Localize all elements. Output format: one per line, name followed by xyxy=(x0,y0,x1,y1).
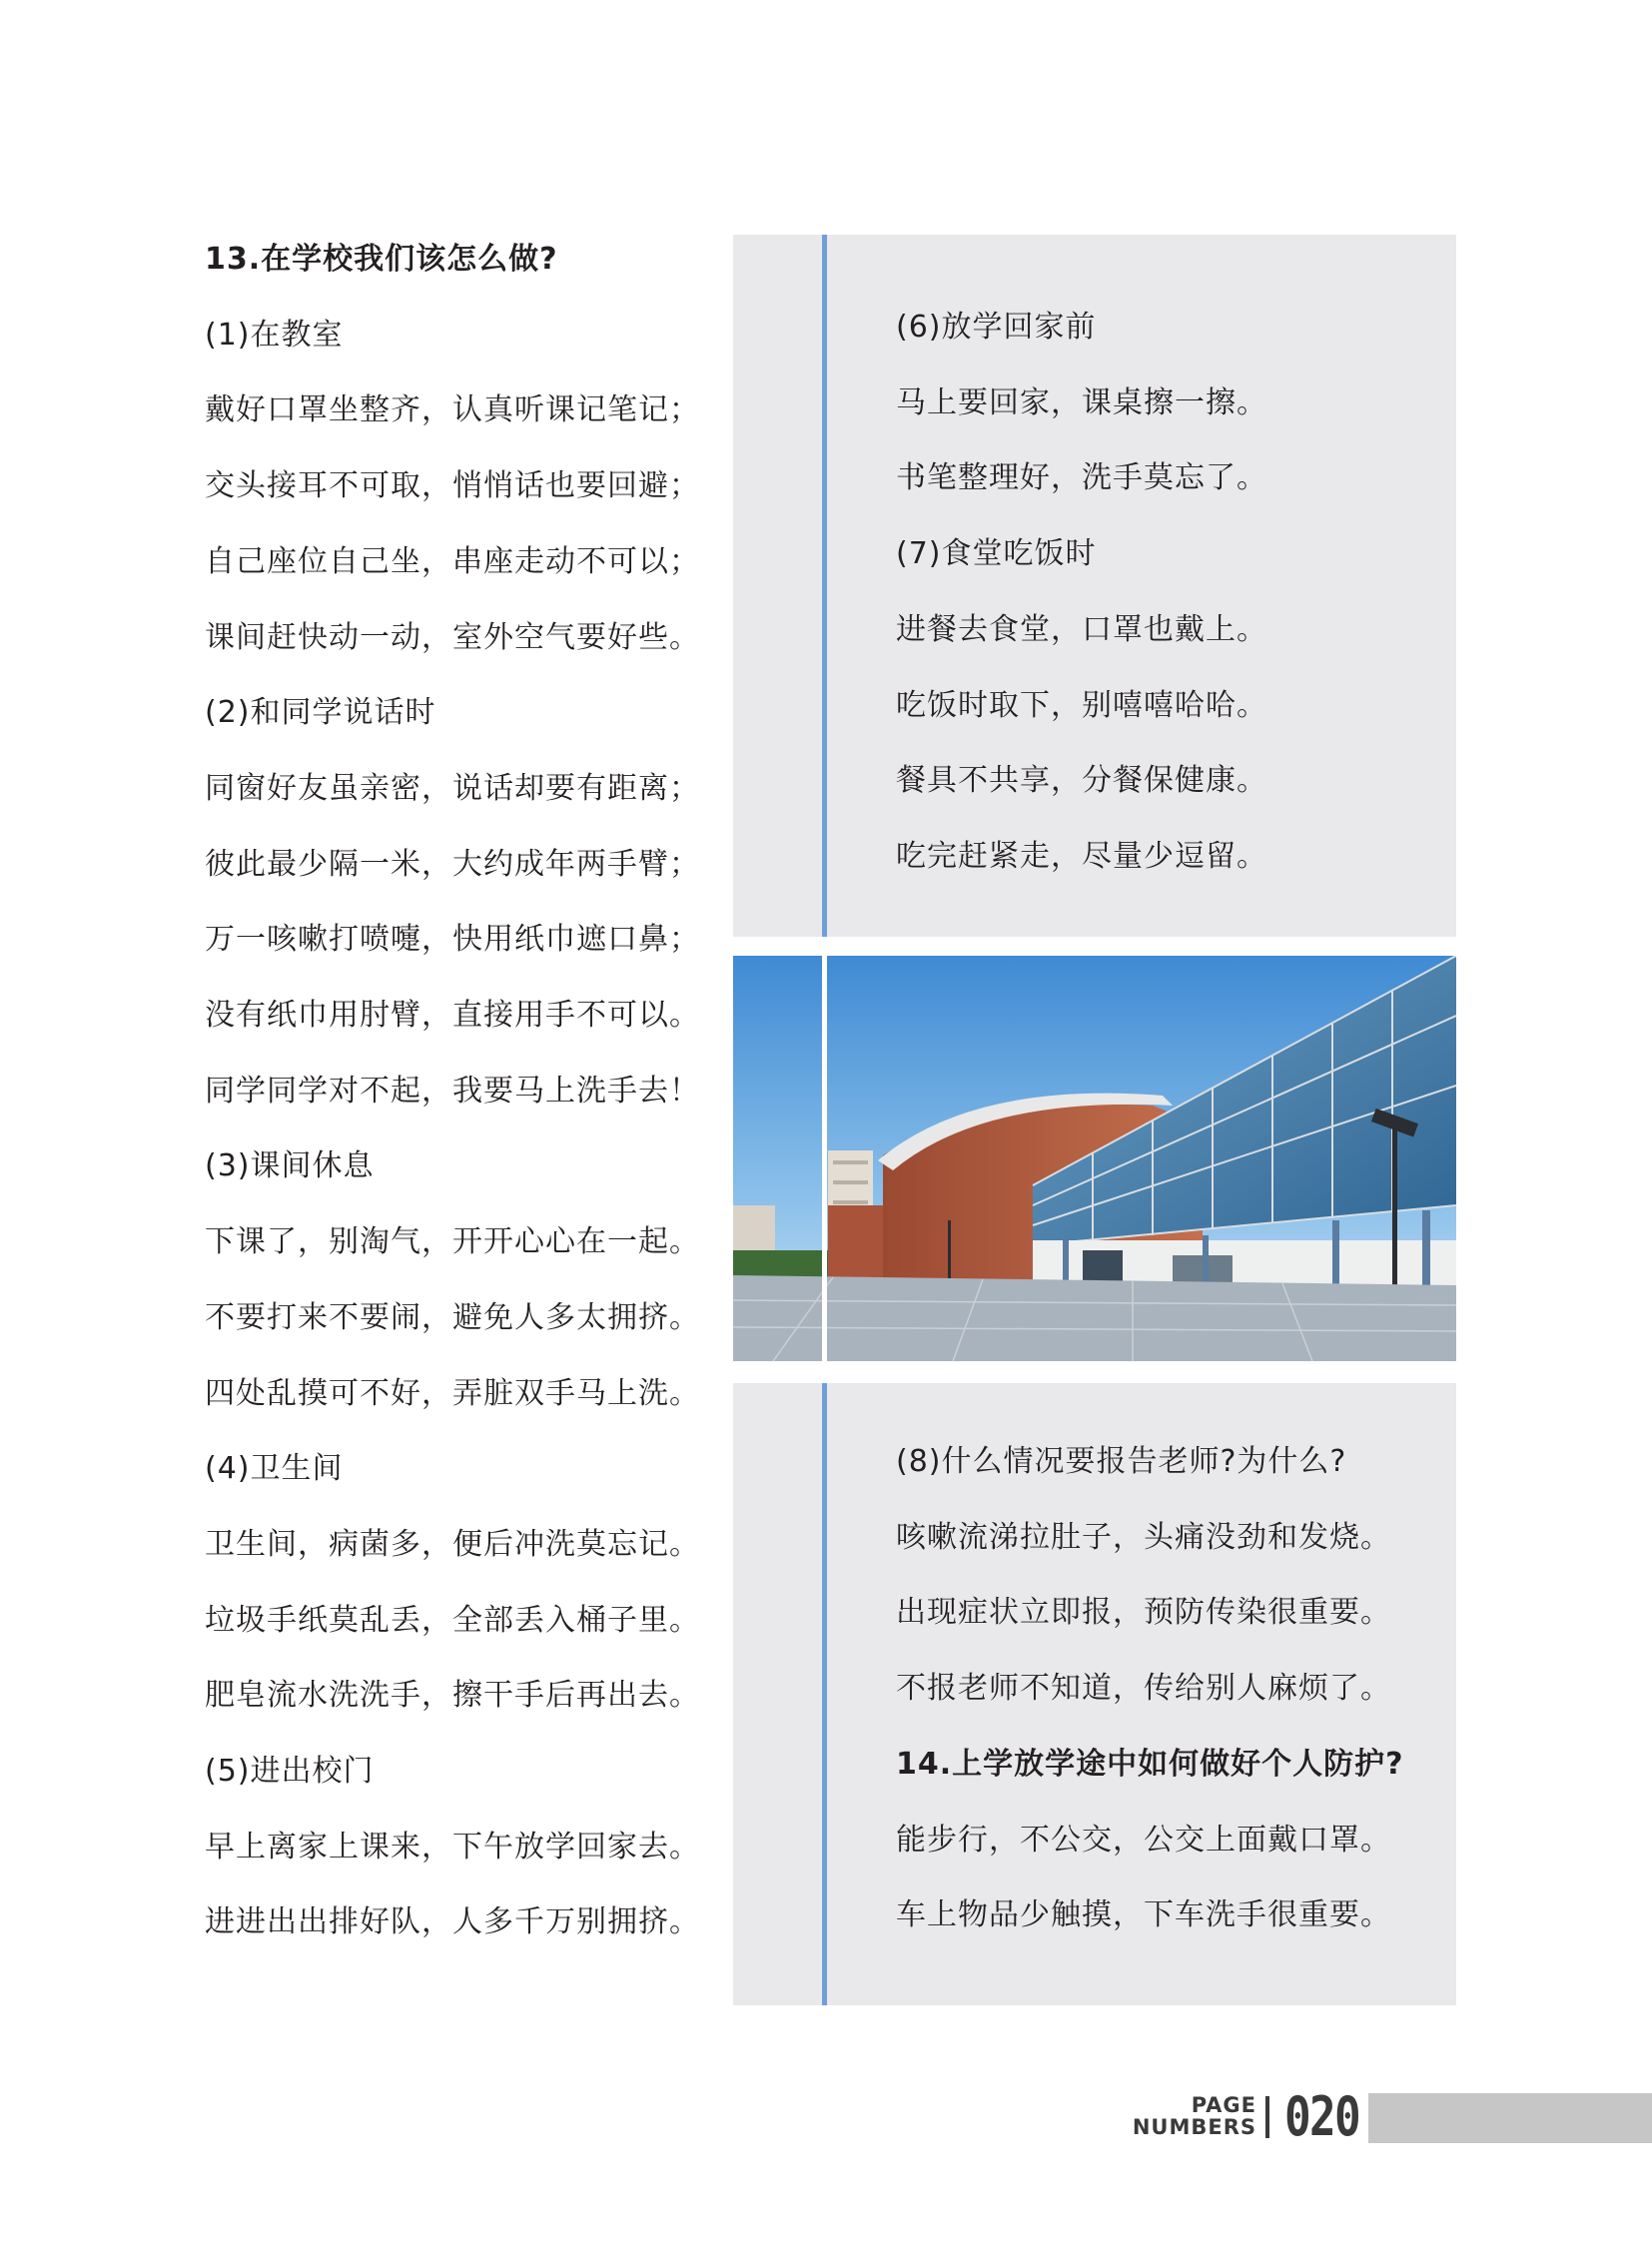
section-heading: 13.在学校我们该怎么做? xyxy=(205,242,558,277)
text-line: (5)进出校门 xyxy=(205,1754,375,1789)
page-number: 020 xyxy=(1284,2085,1360,2148)
text-line: 吃饭时取下，别嘻嘻哈哈。 xyxy=(896,687,1267,723)
text-line: (7)食堂吃饭时 xyxy=(896,536,1097,572)
text-line: 能步行，不公交，公交上面戴口罩。 xyxy=(896,1822,1391,1858)
text-line: (6)放学回家前 xyxy=(896,310,1097,345)
text-line: 咳嗽流涕拉肚子，头痛没劲和发烧。 xyxy=(896,1519,1391,1555)
text-line: 肥皂流水洗洗手，擦干手后再出去。 xyxy=(205,1678,700,1714)
text-line: (1)在教室 xyxy=(205,317,344,353)
text-line: (4)卫生间 xyxy=(205,1451,344,1487)
text-line: 餐具不共享，分餐保健康。 xyxy=(896,763,1267,799)
text-line: 戴好口罩坐整齐，认真听课记笔记； xyxy=(205,392,700,428)
top-panel-accent-bar xyxy=(822,235,827,937)
campus-building-photo xyxy=(733,956,1456,1361)
text-line: (8)什么情况要报告老师?为什么? xyxy=(896,1444,1347,1479)
text-line: 同窗好友虽亲密，说话却要有距离； xyxy=(205,770,700,806)
page-label-line1: PAGE xyxy=(1191,2093,1256,2117)
bottom-panel-accent-bar xyxy=(822,1383,827,2005)
text-line: 彼此最少隔一米，大约成年两手臂； xyxy=(205,846,700,882)
footer-separator xyxy=(1265,2096,1269,2138)
text-line: 四处乱摸可不好，弄脏双手马上洗。 xyxy=(205,1375,700,1411)
text-line: 自己座位自己坐，串座走动不可以； xyxy=(205,543,700,579)
page-label-line2: NUMBERS xyxy=(1132,2115,1256,2139)
text-line: 不报老师不知道，传给别人麻烦了。 xyxy=(896,1671,1391,1707)
text-line: (2)和同学说话时 xyxy=(205,695,436,731)
text-line: 书笔整理好，洗手莫忘了。 xyxy=(896,460,1267,496)
text-line: 万一咳嗽打喷嚏，快用纸巾遮口鼻； xyxy=(205,922,700,958)
text-line: 进进出出排好队，人多千万别拥挤。 xyxy=(205,1904,700,1940)
text-line: (3)课间休息 xyxy=(205,1148,375,1184)
text-line: 没有纸巾用肘臂，直接用手不可以。 xyxy=(205,998,700,1033)
text-line: 吃完赶紧走，尽量少逗留。 xyxy=(896,838,1267,874)
section-heading: 14.上学放学途中如何做好个人防护? xyxy=(896,1746,1404,1782)
text-line: 卫生间，病菌多，便后冲洗莫忘记。 xyxy=(205,1526,700,1562)
text-line: 早上离家上课来，下午放学回家去。 xyxy=(205,1829,700,1865)
text-line: 不要打来不要闹，避免人多太拥挤。 xyxy=(205,1299,700,1335)
text-line: 课间赶快动一动，室外空气要好些。 xyxy=(205,619,700,655)
text-line: 下课了，别淘气，开开心心在一起。 xyxy=(205,1224,700,1260)
footer-bar xyxy=(1368,2093,1652,2143)
campus-building-illustration xyxy=(733,956,1456,1361)
text-line: 垃圾手纸莫乱丢，全部丢入桶子里。 xyxy=(205,1602,700,1638)
text-line: 车上物品少触摸，下车洗手很重要。 xyxy=(896,1897,1391,1933)
text-line: 交头接耳不可取，悄悄话也要回避； xyxy=(205,468,700,504)
text-line: 出现症状立即报，预防传染很重要。 xyxy=(896,1595,1391,1631)
text-line: 同学同学对不起，我要马上洗手去！ xyxy=(205,1073,700,1109)
text-line: 马上要回家，课桌擦一擦。 xyxy=(896,384,1267,420)
text-line: 进餐去食堂，口罩也戴上。 xyxy=(896,611,1267,647)
page-label xyxy=(1129,2094,1256,2138)
